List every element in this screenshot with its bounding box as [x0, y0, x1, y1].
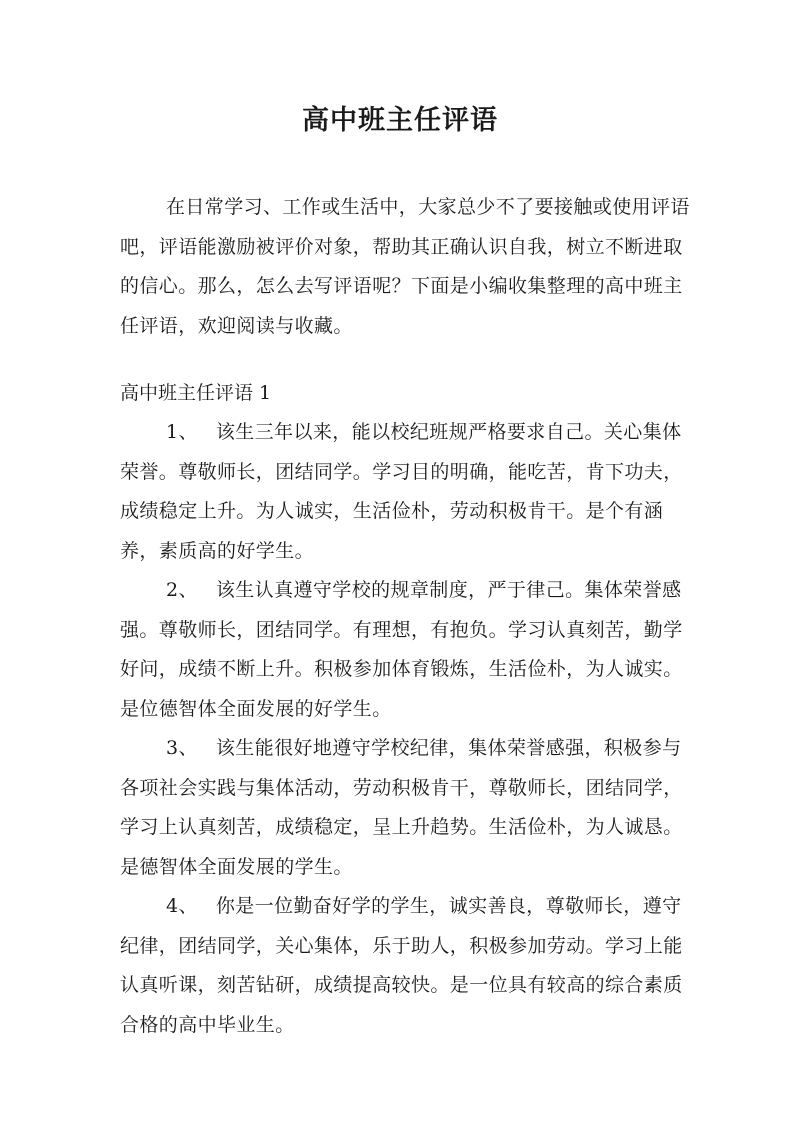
comment-number: 2、 [166, 579, 198, 601]
comment-item [120, 887, 692, 1045]
comment-text: 你是一位勤奋好学的学生，诚实善良，尊敬师长，遵守纪律，团结同学，关心集体，乐于助人，积极参加劳动。学习上能认真听课，刻苦钻研，成绩提高较快。是一位具有较高的综合素质合格的高中毕业生。 [120, 895, 683, 1036]
comment-item [120, 729, 692, 887]
section-heading: 高中班主任评语 1 [120, 382, 272, 404]
comment-number: 1、 [166, 421, 198, 443]
comment-text: 该生三年以来，能以校纪班规严格要求自己。关心集体荣誉。尊敬师长，团结同学。学习目的明确，能吃苦，肯下功夫，成绩稳定上升。为人诚实，生活俭朴，劳动积极肯干。是个有涵养，素质高的好学生。 [120, 421, 683, 562]
intro-paragraph: 在日常学习、工作或生活中，大家总少不了要接触或使用评语吧，评语能激励被评价对象，帮助其正确认识自我，树立不断进取的信心。那么，怎么去写评语呢？下面是小编收集整理的高中班主任评语，欢迎阅读与收藏。 [120, 196, 690, 337]
comment-number: 4、 [166, 895, 198, 917]
comment-list [120, 413, 692, 1045]
comment-number: 3、 [166, 737, 198, 759]
comment-text: 该生能很好地遵守学校纪律，集体荣誉感强，积极参与各项社会实践与集体活动，劳动积极肯干，尊敬师长，团结同学，学习上认真刻苦，成绩稳定，呈上升趋势。生活俭朴，为人诚恳。是德智体全面发展的学生。 [120, 737, 683, 878]
comment-item [120, 571, 692, 729]
document-title: 高中班主任评语 [302, 105, 498, 136]
comment-item [120, 413, 692, 571]
comment-text: 该生认真遵守学校的规章制度，严于律己。集体荣誉感强。尊敬师长，团结同学。有理想，有抱负。学习认真刻苦，勤学好问，成绩不断上升。积极参加体育锻炼，生活俭朴，为人诚实。是位德智体全面发展的好学生。 [120, 579, 683, 720]
